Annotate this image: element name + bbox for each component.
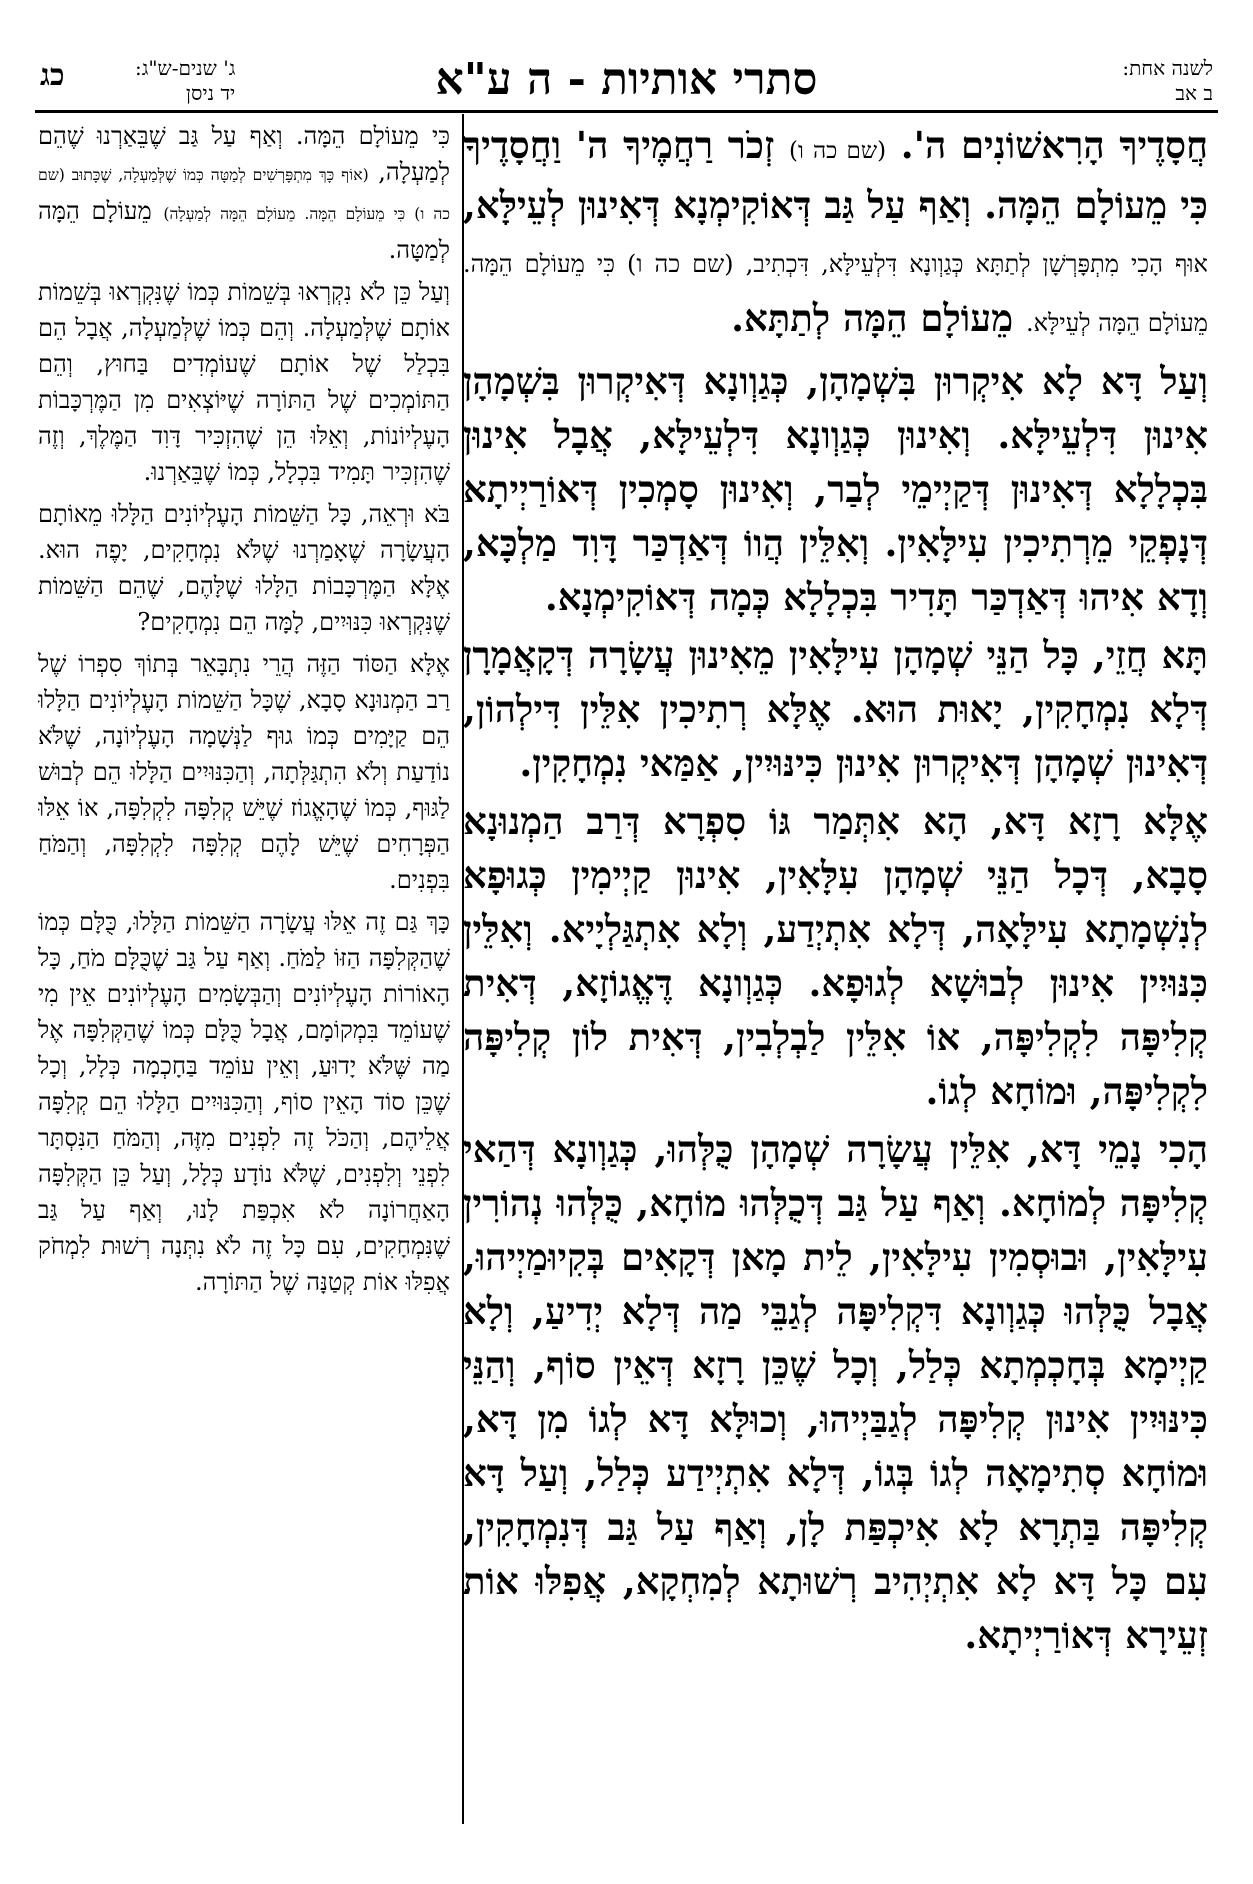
main-paragraph-3: תָּא חֲזֵי, כָּל הַנֵּי שְׁמָהָן עִילָּאִין מֵאִינוּן עֲשָׂרָה דְּקָאֲמָרָן דְּלָא נִמְחָקִין, יָאוּת הוּא. אֶלָּא רְתִיכִין אִלֵּין דִּילְהוֹן, דְּאִינוּן שְׁמָהָן דְּאִיקְרוּן אִינוּן כִּינּוּיִין, אַמַּאי נִמְחָקִין. — [463, 633, 1208, 785]
main-paragraph-5: הָכִי נָמֵי דָּא, אִלֵּין עֲשָׂרָה שְׁמָהָן כֻּלְּהוּ, כְּגַוְונָא דְּהַאי קְלִיפָּה לְמוֹחָא. וְאַף עַל גַּב דְּכֻלְּהוּ מוֹחָא, כֻּלְּהוּ נְהוֹרִין עִילָּאִין, וּבוּסְמִין עִילָּאִין, לֵית מָאן דְּקָאִים בְּקִיוּמַיְיהוּ, אֲבָל כֻּלְּהוּ כְּגַוְונָא דִּקְלִיפָּה לְגַבֵּי מַה דְּלָא יְדִיעַ, וְלָא קַיְימָא בְּחָכְמְתָא כְּלַל, וְכָל שֶׁכֵּן רָזָא דְּאֵין סוֹף, וְהַנֵּי כִּינּוּיִין אִינוּן קְלִיפָּה לְגַבַּיְיהוּ, וְכוּלָּא דָּא לְגוֹ מִן דָּא, וּמוֹחָא סְתִימָאָה לְגוֹ בְּגוֹ, דְּלָא אִתְיְידַע כְּלַל, וְעַל דָּא קְלִיפָּה בַּתְרָא לָא אִיכְפַּת לָן, וְאַף עַל גַּב דְּנִמְחָקִין, עִם כָּל דָּא לָא אִתְיְהִיב רְשׁוּתָא לְמִחְקָא, אֲפִלּוּ אוֹת זְעֵירָא דְּאוֹרַיְיתָא. — [463, 1127, 1208, 1657]
main-p1-small-text: אוּף הָכִי מִתְפָּרְשָׁן לְתַתָּא כְּגַוְונָא דִּלְעֵילָּא, דִּכְתִיב, (שם כה ו) כִּי מֵעוֹלָם הֵמָּה. מֵעוֹלָם הֵמָּה לְעֵילָּא. — [463, 250, 1208, 337]
header-left-line2: יד ניסן — [185, 81, 236, 105]
side-paragraph-1 — [38, 118, 450, 268]
main-paragraph-1 — [463, 118, 1208, 350]
main-paragraph-2: וְעַל דָּא לָא אִיקְרוּן בִּשְׁמָהָן, כְּגַוְונָא דְּאִיקְרוּן בִּשְׁמָהָן אִינוּן דִּלְעֵילָּא. וְאִינוּן כְּגַוְונָא דִּלְעֵילָּא, אֲבָל אִינוּן בִּכְלָלָא דְּאִינוּן דְּקַיְימֵי לְבַר, וְאִינוּן סָמְכִין דְּאוֹרַיְיתָא דְּנָפְקֵי מֵרְתִיכִין עִילָּאִין. וְאִלֵּין הֲווֹ דְּאַדְכַּר דָּוִד מַלְכָּא, וְדָא אִיהוּ דְּאַדְכַּר תָּדִיר בִּכְלָלָא כְּמָה דְּאוֹקִימְנָא. — [463, 359, 1208, 619]
side-paragraph-4: אֶלָּא הַסּוֹד הַזֶּה הֲרֵי נִתְבָּאֵר בְּתוֹךְ סִפְרוֹ שֶׁל רַב הַמְנוּנָא סָבָא, שֶׁכָּל הַשֵּׁמוֹת הָעֶלְיוֹנִים הַלָּלוּ הֵם קַיָּמִים כְּמוֹ גוּף לַנְּשָׁמָה הָעֶלְיוֹנָה, שֶׁלֹּא נוֹדַעַת וְלֹא הִתְגַּלְּתָה, וְהַכִּנּוּיִים הַלָּלוּ הֵם לְבוּשׁ לַגּוּף, כְּמוֹ שֶׁהָאֱגוֹז שֶׁיֵּשׁ קְלִפָּה לִקְלִפָּה, אוֹ אֵלּוּ הַפְּרָחִים שֶׁיֵּשׁ לָהֶם קְלִפָּה לִקְלִפָּה, וְהַמֹּחַ בִּפְנִים. — [38, 650, 450, 894]
side-hebrew-column — [38, 118, 450, 1818]
page-title: סתרי אותיות - ה ע"א — [435, 54, 818, 105]
header-left-line1: ג' שנים-ש"ג: — [135, 56, 236, 80]
main-p1b-text: זְכֹר רַחֲמֶיךָ ה' וַחֲסָדֶיךָ כִּי מֵעוֹלָם הֵמָּה. וְאַף עַל גַּב דְּאוֹקִימְנָא דְּאִינוּן לְעֵילָּא, — [463, 123, 1208, 227]
side-s1-small-text: (אוֹף כָּךְ מִתְפָּרְשִׁים לְמַטָּה כְּמוֹ שֶׁלְּמַעְלָה, שֶׁכָּתוּב (שם כה ו) כִּי מֵעוֹלָם הֵמָּה. מֵעוֹלָם הֵמָּה לְמַעְלָה) — [38, 166, 450, 223]
header-left-info — [135, 56, 235, 106]
header-right-line2: ב אב — [1175, 81, 1213, 105]
page-header — [40, 52, 1213, 112]
side-paragraph-2: וְעַל כֵּן לֹא נִקְרְאוּ בְּשֵׁמוֹת כְּמוֹ שֶׁנִּקְרְאוּ בְּשֵׁמוֹת אוֹתָם שֶׁלְּמַעְלָה. וְהֵם כְּמוֹ שֶׁלְּמַעְלָה, אֲבָל הֵם בִּכְלַל שֶׁל אוֹתָם שֶׁעוֹמְדִים בַּחוּץ, וְהֵם הַתּוֹמְכִים שֶׁל הַתּוֹרָה שֶׁיּוֹצְאִים מִן הַמֶּרְכָּבוֹת הָעֶלְיוֹנוֹת, וְאֵלּוּ הֵן שֶׁהִזְכִּיר דָּוִד הַמֶּלֶךְ, וְזֶה שֶׁהִזְכִּיר תָּמִיד בִּכְלָל, כְּמוֹ שֶׁבֵּאַרְנוּ. — [38, 278, 450, 486]
side-paragraph-5: כָּךְ גַּם זֶה אֵלּוּ עֲשָׂרָה הַשֵּׁמוֹת הַלָּלוּ, כֻּלָּם כְּמוֹ שֶׁהַקְּלִפָּה הַזּוֹ לַמֹּחַ. וְאַף עַל גַּב שֶׁכֻּלָּם מֹחַ, כָּל הָאוֹרוֹת הָעֶלְיוֹנִים וְהַבְּשָׂמִים הָעֶלְיוֹנִים אֵין מִי שֶׁעוֹמֵד בִּמְקוֹמָם, אֲבָל כֻּלָּם כְּמוֹ שֶׁהַקְּלִפָּה אֶל מַה שֶּׁלֹּא יָדוּעַ, וְאֵין עוֹמֵד בַּחָכְמָה כְּלָל, וְכָל שֶׁכֵּן סוֹד הָאֵין סוֹף, וְהַכִּנּוּיִים הַלָּלוּ הֵם קְלִפָּה אֲלֵיהֶם, וְהַכֹּל זֶה לִפְנִים מִזֶּה, וְהַמֹּחַ הַנִּסְתָּר לִפְנֵי וְלִפְנִים, שֶׁלֹּא נוֹדָע כְּלָל, וְעַל כֵּן הַקְּלִפָּה הָאַחֲרוֹנָה לֹא אִכְפַּת לָנוּ, וְאַף עַל גַּב שֶׁנִּמְחָקִים, עִם כָּל זֶה לֹא נִתְּנָה רְשׁוּת לִמְחֹק אֲפִלּוּ אוֹת קְטַנָּה שֶׁל הַתּוֹרָה. — [38, 908, 450, 1296]
header-rule — [35, 110, 1218, 113]
main-p1c-text: מֵעוֹלָם הֵמָּה לְתַתָּא. — [731, 296, 1014, 340]
page-number: כג — [40, 58, 65, 93]
side-s1b-text: מֵעוֹלָם הֵמָּה לְמַטָּה. — [38, 197, 450, 264]
main-p1-citation: (שם כה ו) — [789, 138, 887, 164]
side-paragraph-3: בֹּא וּרְאֵה, כָּל הַשֵּׁמוֹת הָעֶלְיוֹנִים הַלָּלוּ מֵאוֹתָם הָעֲשָׂרָה שֶׁאָמַרְנוּ שֶׁלֹּא נִמְחָקִים, יָפֶה הוּא. אֶלָּא הַמֶּרְכָּבוֹת הַלָּלוּ שֶׁלָּהֶם, שֶׁהֵם הַשֵּׁמוֹת שֶׁנִּקְרְאוּ כִּנּוּיִים, לָמָּה הֵם נִמְחָקִים? — [38, 500, 450, 636]
side-s1-text: כִּי מֵעוֹלָם הֵמָּה. וְאַף עַל גַּב שֶׁבֵּאַרְנוּ שֶׁהֵם לְמַעְלָה, — [38, 122, 450, 186]
header-right-line1: לשנה אחת: — [1122, 56, 1213, 80]
main-aramaic-column — [463, 118, 1208, 1818]
main-p1-text: חֲסָדֶיךָ הָרִאשׁוֹנִים ה'. — [900, 123, 1208, 167]
main-paragraph-4: אֶלָּא רָזָא דָּא, הָא אִתְּמַר גּוֹ סִפְרָא דְּרַב הַמְנוּנָא סָבָא, דְּכָל הַנֵּי שְׁמָהָן עִלָּאִין, אִינוּן קַיְימִין כְּגוּפָא לְנִשְׁמָתָא עִילָּאָה, דְּלָא אִתְיְדַע, וְלָא אִתְגַּלְיָיא. וְאִלֵּין כִּנּוּיִין אִינוּן לְבוּשָׁא לְגוּפָא. כְּגַוְונָא דֶּאֱגוֹזָא, דְּאִית קְלִיפָּה לִקְלִיפָּה, אוֹ אִלֵּין לַבְלְבִין, דְּאִית לוֹן קְלִיפָּה לִקְלִיפָּה, וּמוֹחָא לְגוֹ. — [463, 799, 1208, 1113]
